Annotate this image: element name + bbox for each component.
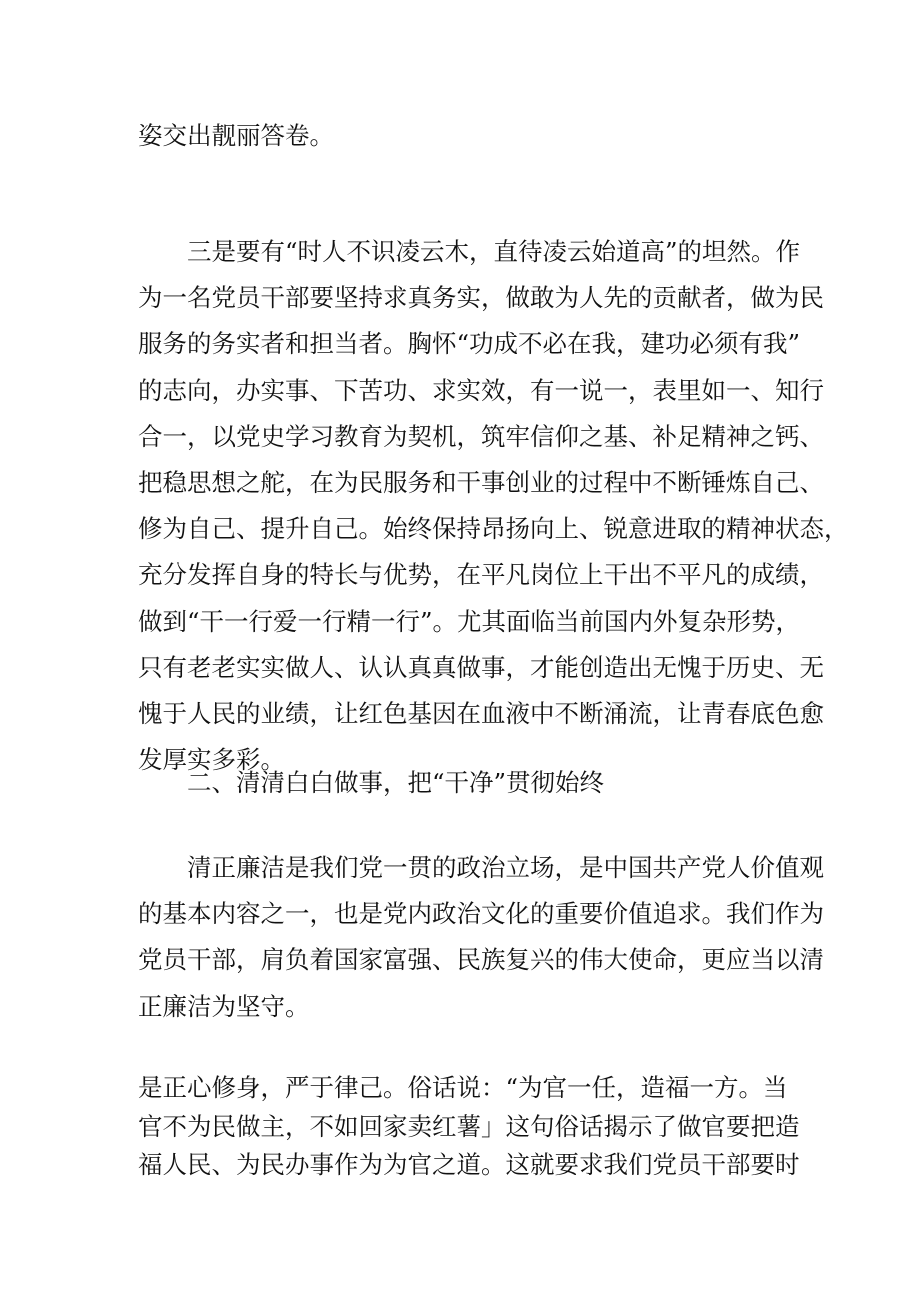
text-line: 为一名党员干部要坚持求真务实，做敢为人先的贡献者，做为民 [138, 283, 824, 313]
text-line: 姿交出靓丽答卷。 [138, 121, 334, 150]
text-line: 正廉洁为坚守。 [138, 991, 310, 1021]
text-line: 合一，以党史学习教育为契机，筑牢信仰之基、补足精神之钙、 [138, 421, 824, 451]
text-line: 清正廉洁是我们党一贯的政治立场，是中国共产党人价值观 [138, 853, 824, 882]
text-line: 发厚实多彩。 [138, 745, 285, 775]
paragraph-integrity [138, 845, 824, 1030]
paragraph-point-three [138, 229, 849, 783]
text-line: 的基本内容之一，也是党内政治文化的重要价值追求。我们作为 [138, 899, 824, 929]
paragraph-continuation [138, 113, 798, 159]
text-line: 做到“干一行爱一行精一行”。尤其面临当前国内外复杂形势， [138, 606, 801, 636]
section-heading [138, 760, 798, 806]
text-line: 愧于人民的业绩，让红色基因在血液中不断涌流，让青春底色愈 [138, 699, 824, 729]
text-line: 官不为民做主，不如回家卖红薯」这句俗话揭示了做官要把造 [138, 1111, 800, 1141]
text-line: 把稳思想之舵，在为民服务和干事创业的过程中不断锤炼自己、 [138, 468, 824, 498]
text-line: 充分发挥自身的特长与优势，在平凡岗位上干出不平凡的成绩， [138, 560, 824, 590]
text-line: 是正心修身，严于律己。俗话说：“为官一任，造福一方。当 [138, 1073, 788, 1102]
text-line: 修为自己、提升自己。始终保持昂扬向上、锐意进取的精神状态， [138, 514, 849, 544]
text-line: 服务的务实者和担当者。胸怀“功成不必在我，建功必须有我” [138, 329, 801, 359]
text-line: 二、清清白白做事，把“干净”贯彻始终 [138, 768, 605, 797]
text-line: 党员干部，肩负着国家富强、民族复兴的伟大使命，更应当以清 [138, 945, 824, 975]
text-line: 三是要有“时人不识凌云木，直待凌云始道高”的坦然。作 [138, 237, 801, 266]
paragraph-point-one [138, 1069, 798, 1185]
text-line: 只有老老实实做人、认认真真做事，才能创造出无愧于历史、无 [138, 652, 824, 682]
text-line: 福人民、为民办事作为为官之道。这就要求我们党员干部要时 [138, 1150, 800, 1179]
text-line: 的志向，办实事、下苦功、求实效，有一说一，表里如一、知行 [138, 375, 824, 405]
